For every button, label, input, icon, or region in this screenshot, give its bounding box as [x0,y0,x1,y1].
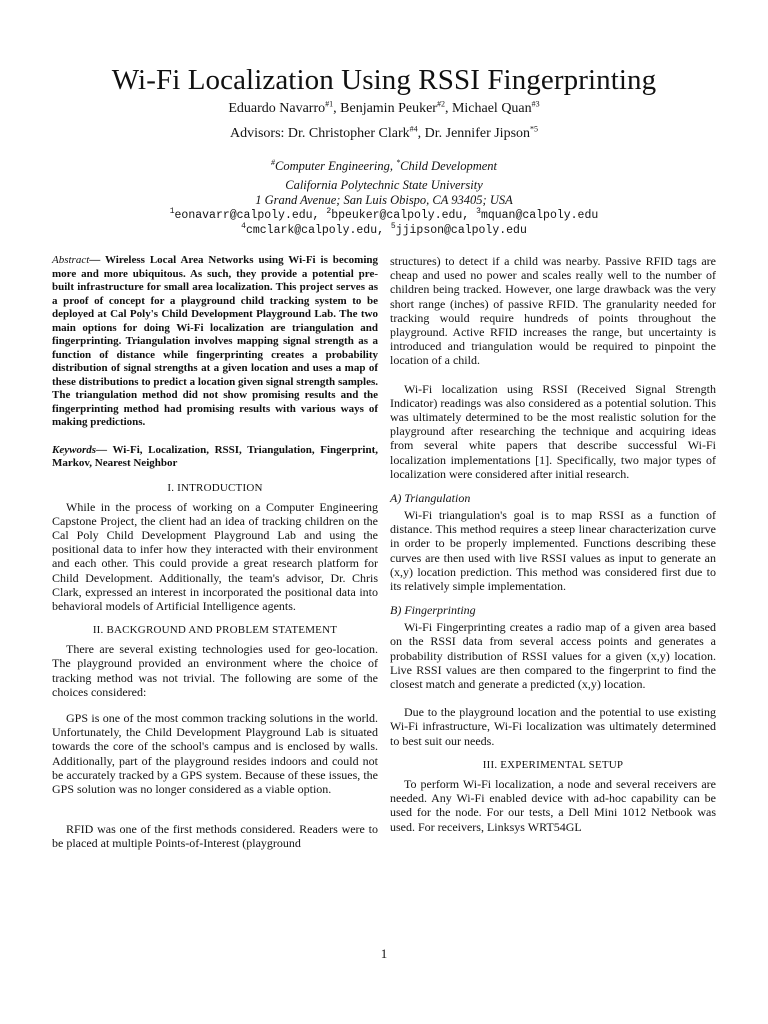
section-heading: II. BACKGROUND AND PROBLEM STATEMENT [92,624,338,637]
email-link[interactable]: eonavarr@calpoly.edu, [174,209,320,222]
author-name: Michael Quan [451,101,532,116]
keywords [52,444,378,471]
email-link[interactable]: bpeuker@calpoly.edu, [331,209,470,222]
paragraph: To perform Wi-Fi localization, a node and several receivers are needed. Any Wi-Fi enabled device with ad-hoc capability can be used for the node. For our tests, a Dell Mini 1012 Netbook was used. For receivers, Linksys WRT54GL [390,776,716,834]
affiliation-mark: * [396,157,401,167]
advisor-name: Dr. Christopher Clark [287,126,410,141]
email-mark: 3 [476,207,481,217]
keywords-lead: Keywords [52,443,96,456]
keywords-text: — Wi-Fi, Localization, RSSI, Triangulation, Fingerprint, Markov, Nearest Neighbor [52,443,378,469]
email-mark: 5 [390,222,396,232]
abstract-lead: Abstract [52,254,90,266]
author-list: Eduardo Navarro$^{\#1}$, Benjamin Peuker$^{\#2}$, Michael Quan$^{\#3}$ [228,99,540,116]
page-number: 1 [380,946,388,961]
university: California Polytechnic State University [285,178,483,192]
abstract-text: — Wireless Local Area Networks using Wi-Fi is becoming more and more ubiquitous. As such, they provide a potential pre-built infrastructure for small area localization. This project serves as a proof of concept for a playground child tracking system to be deployed at Cal Poly's Child Development Playground Lab. The two main options for doing Wi-Fi localization are triangulation and fingerprinting. Triangulation involves mapping signal strength as a function of distance while fingerprinting creates a probability distribution of signal strengths at a given location and uses a map of these distributions to predict a location given signal strength samples. The triangulation method did not show promising results and the fingerprinting method had promising results with various ways of making predictions. [52,254,378,428]
paragraph: While in the process of working on a Computer Engineering Capstone Project, the client had an idea of tracking children on the Cal Poly Child Development Playground Lab and using the positional data to infer how they interacted with their environment and each other. This could provide a great research platform for Child Development. Additionally, the team's advisor, Dr. Chris Clark, expressed an interest in incorporated the positional data into behavioral models of Artificial Intelligence agents. [52,499,378,613]
paragraph: structures) to detect if a child was nearby. Passive RFID tags are cheap and used no power and scales really well to the number of children being tracked. However, one large drawback was the very short range (inches) of passive RFID. The granularity needed for tracking would require hundreds of points throughout the playground. Active RFID increases the range, but uncertainty is introduced and triangulation would be required to pinpoint the location of a child. [390,254,716,368]
affiliation-dept: Child Development [400,159,498,173]
abstract [52,254,378,430]
email-mark: 1 [169,207,175,217]
advisor-mark: #4 [409,124,418,134]
paper-title: Wi-Fi Localization Using RSSI Fingerprinting [111,64,657,96]
author-name: Eduardo Navarro [228,101,326,116]
advisor-name: Dr. Jennifer Jipson [424,126,531,141]
author-mark: #2 [436,99,445,109]
email-line [0,209,768,222]
email-link[interactable]: cmclark@calpoly.edu, [245,224,384,237]
advisor-mark: *5 [530,124,539,134]
advisors-prefix: Advisors: [229,126,288,141]
affiliation-mark: # [270,157,275,167]
email-mark: 4 [241,222,246,232]
advisor-list: Advisors: Dr. Christopher Clark$^{\#4}$, Dr. Jennifer Jipson$^{*5}$ [229,124,539,141]
paragraph: GPS is one of the most common tracking solutions in the world. Unfortunately, the Child Development Playground Lab is situated towards the core of the school's campus and is enclosed by walls. Additionally, part of the playground resides indoors and could not be accurately tracked by a GPS system. Because of these issues, the GPS solution was no longer considered as a viable option. [52,710,378,796]
email-link[interactable]: jjipson@calpoly.edu [395,224,527,237]
email-line [0,224,768,237]
paragraph: RFID was one of the first methods considered. Readers were to be placed at multiple Points-of-Interest (playground [52,822,378,851]
section-heading: III. EXPERIMENTAL SETUP [482,758,624,771]
email-mark: 2 [326,207,332,217]
paragraph: Wi-Fi localization using RSSI (Received Signal Strength Indicator) readings was also considered as a potential solution. This was ultimately determined to be the most realistic solution for the playground after researching the technique and acquiring ideas from several white papers that describe successful Wi-Fi localization implementations [1]. Specifically, two major types of localization were considered after initial research. [390,381,716,481]
paragraph: Due to the playground location and the potential to use existing Wi-Fi infrastructure, Wi-Fi localization was ultimately determined to best suit our needs. [390,705,716,748]
paragraph: Wi-Fi triangulation's goal is to map RSSI as a function of distance. This method requires a steep linear characterization curve in order to be properly implemented. Functions describing these curves are then used with live RSSI values as input to generate an (x,y) location prediction. This method was considered first due to its relatively simple implementation. [390,508,716,594]
subsection-heading: B) Fingerprinting [390,603,476,618]
paragraph: Wi-Fi Fingerprinting creates a radio map of a given area based on the RSSI data from several access points and generates a probability distribution of RSSI values for a given (x,y) location. Live RSSI values are then compared to the fingerprint to find the closest match and generate a predicted (x,y) location. [390,620,716,692]
right-column [390,254,716,834]
email-link[interactable]: mquan@calpoly.edu [480,209,599,222]
section-heading: I. INTRODUCTION [167,481,263,494]
paragraph: There are several existing technologies used for geo-location. The playground provided an environment where the choice of tracking method was not trivial. The following are some of the choices considered: [52,642,378,699]
affiliation [0,159,768,174]
author-name: Benjamin Peuker [340,101,437,116]
address: 1 Grand Avenue; San Luis Obispo, CA 93405; USA [255,193,513,207]
left-column [52,254,378,851]
subsection-heading: A) Triangulation [390,491,471,506]
author-mark: #3 [531,99,540,109]
author-mark: #1 [325,99,334,109]
affiliation-dept: Computer Engineering, [274,159,397,173]
